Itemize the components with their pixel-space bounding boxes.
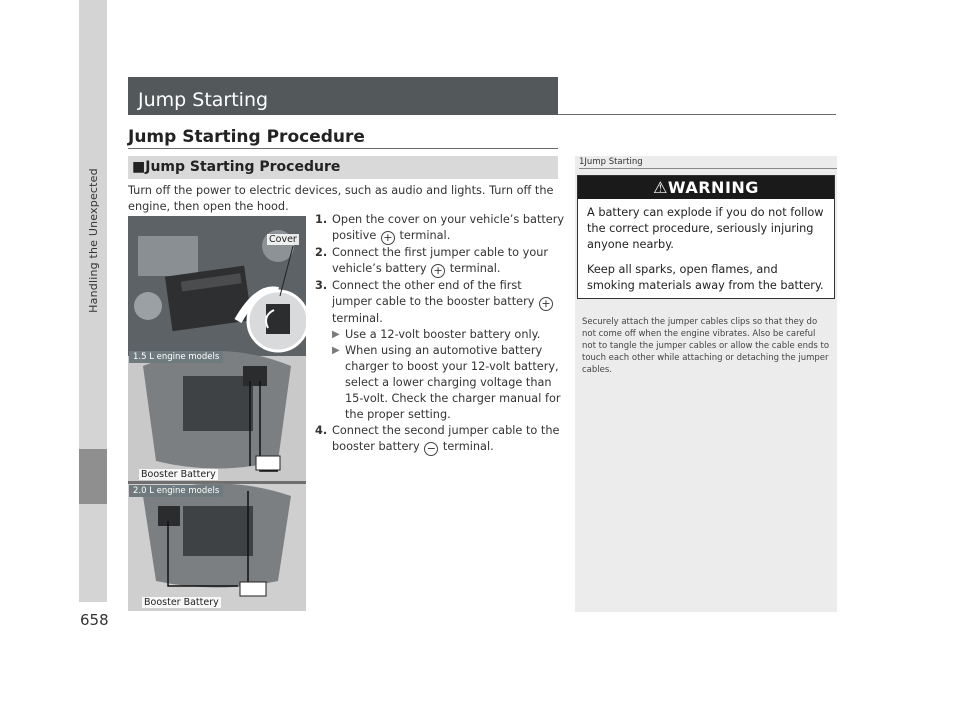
warning-box (577, 175, 835, 299)
warning-icon: ⚠ (653, 178, 668, 197)
engine-model-tag: 1.5 L engine models (129, 351, 223, 363)
step-number: 1. (315, 213, 328, 226)
subsection-header (128, 156, 558, 179)
plus-icon: + (431, 264, 445, 278)
divider (558, 114, 836, 115)
substep-text: Use a 12-volt booster battery only. (345, 328, 541, 341)
arrow-icon: ▶ (332, 329, 340, 340)
step-text: Open the cover on your vehicle’s battery positive (332, 213, 565, 242)
step-item (315, 423, 565, 456)
warning-paragraph: Keep all sparks, open flames, and smoking materials away from the battery. (587, 263, 824, 292)
subsection-title: Jump Starting Procedure (145, 159, 341, 175)
booster-battery-callout: Booster Battery (141, 469, 216, 480)
page-title: Jump Starting (128, 77, 558, 115)
intro-text: Turn off the power to electric devices, such as audio and lights. Turn off the engine, then open the hood. (128, 184, 554, 213)
substep-item (315, 327, 565, 343)
step-text: Connect the second jumper cable to the booster battery (332, 424, 560, 453)
warning-text (587, 205, 829, 303)
square-bullet-icon: ■ (132, 159, 146, 175)
plus-icon: + (381, 231, 395, 245)
step-number: 3. (315, 279, 328, 292)
step-text: terminal. (332, 312, 383, 325)
step-text: terminal. (399, 229, 451, 242)
warning-paragraph: A battery can explode if you do not follow the correct procedure, seriously injuring anyone nearby. (587, 206, 824, 251)
step-item (315, 212, 565, 245)
step-item (315, 245, 565, 278)
step-number: 2. (315, 246, 328, 259)
note-text: Securely attach the jumper cables clips so that they do not come off when the engine vibrates. Also be careful not to tangle the jumper cables or allow the cable ends to touch each other while attaching or detaching the jumper cables. (582, 317, 830, 375)
warning-title: WARNING (667, 178, 759, 197)
booster-battery-callout: Booster Battery (144, 597, 219, 608)
engine-bay-figure (128, 216, 306, 611)
step-text: terminal. (442, 440, 494, 453)
arrow-icon: ▶ (332, 345, 340, 356)
step-text: Connect the first jumper cable to your vehicle’s battery (332, 246, 549, 275)
minus-icon: − (424, 442, 438, 456)
cover-callout: Cover (269, 234, 297, 245)
chapter-label-text: Handling the Unexpected (86, 167, 100, 313)
steps-list (315, 212, 565, 456)
step-text: Connect the other end of the first jumper cable to the booster battery (332, 279, 535, 308)
reference-icon: 1 (579, 157, 585, 167)
step-item (315, 278, 565, 327)
reference-title: Jump Starting (584, 157, 643, 167)
chapter-label (79, 60, 107, 420)
substep-text: When using an automotive battery charger to boost your 12-volt battery, select a lower charging voltage than 15-volt. Check the charger manual for the proper setting. (345, 344, 561, 421)
substep-item (315, 343, 565, 423)
step-number: 4. (315, 424, 328, 437)
engine-illustration (128, 216, 306, 611)
reference-heading (579, 157, 643, 167)
page-number: 658 (80, 611, 109, 629)
section-title: Jump Starting Procedure (128, 127, 365, 147)
divider (579, 168, 837, 169)
warning-header (578, 176, 834, 199)
step-text: terminal. (449, 262, 501, 275)
engine-model-tag: 2.0 L engine models (129, 485, 223, 497)
divider (128, 148, 558, 149)
plus-icon: + (539, 297, 553, 311)
side-tab-marker (79, 449, 107, 504)
